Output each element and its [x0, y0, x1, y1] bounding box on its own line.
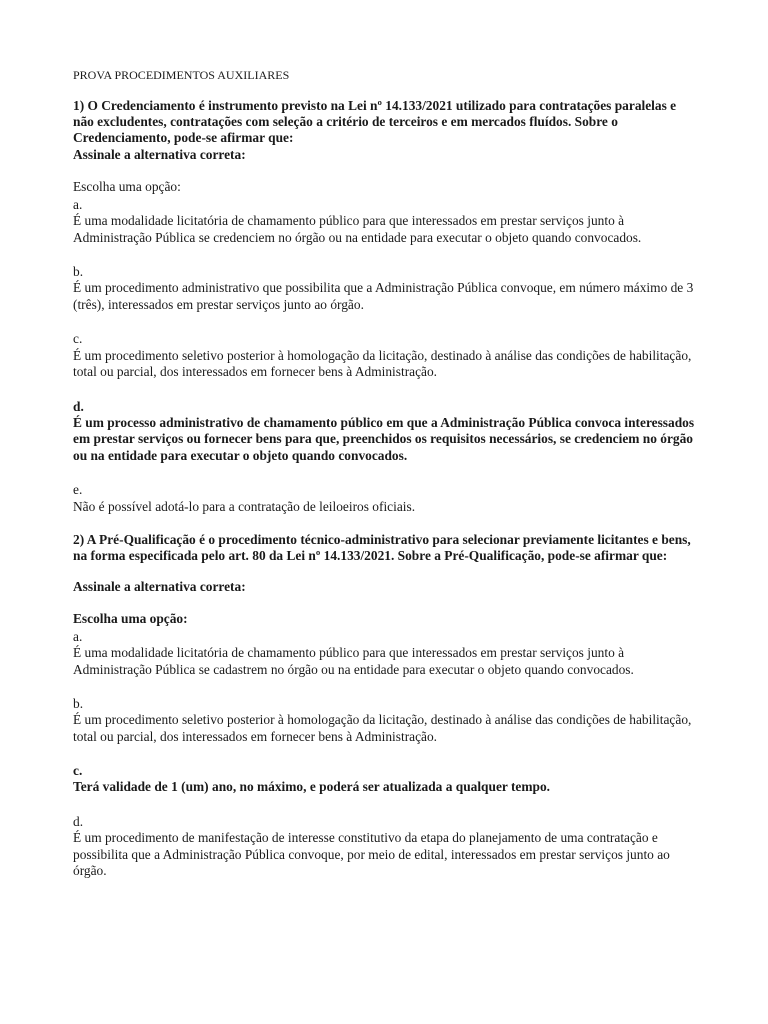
question-2-option-a[interactable]: [73, 629, 698, 678]
option-text: É um processo administrativo de chamamento público em que a Administração Pública convoca interessados em prestar serviços ou fornecer bens para que, preenchidos os requisitos necessários, se credenciem no órgão ou na entidade para executar o objeto quando convocados.: [73, 414, 695, 463]
option-letter: d.: [73, 398, 84, 414]
option-letter: a.: [73, 628, 83, 644]
question-1-option-c[interactable]: [73, 331, 698, 380]
question-1-instruction: Assinale a alternativa correta:: [73, 146, 246, 162]
question-2-option-b[interactable]: [73, 696, 698, 745]
question-2-instruction: Assinale a alternativa correta:: [73, 579, 246, 595]
question-1-option-a[interactable]: [73, 197, 698, 246]
question-1-option-d[interactable]: [73, 399, 698, 465]
option-text: É um procedimento administrativo que possibilita que a Administração Pública convoque, em número máximo de 3 (três), interessados em prestar serviços junto ao órgão.: [73, 280, 694, 312]
question-2-stem: 2) A Pré-Qualificação é o procedimento técnico-administrativo para selecionar previamente licitantes e bens, na forma especificada pelo art. 80 da Lei nº 14.133/2021. Sobre a Pré-Qualificação, pode-se afirmar que:: [73, 532, 691, 564]
document-page: [73, 68, 698, 880]
question-1-option-b[interactable]: [73, 264, 698, 313]
question-2-option-d[interactable]: [73, 814, 698, 880]
document-title: PROVA PROCEDIMENTOS AUXILIARES: [73, 68, 290, 82]
question-1-option-e[interactable]: [73, 482, 698, 515]
option-text: É uma modalidade licitatória de chamamento público para que interessados em prestar serviços junto à Administração Pública se cadastrem no órgão ou na entidade para executar o objeto quando convocados.: [73, 645, 634, 677]
question-2-option-c[interactable]: [73, 763, 698, 796]
option-letter: c.: [73, 331, 83, 347]
option-letter: e.: [73, 482, 83, 498]
question-2-choose-label: Escolha uma opção:: [73, 610, 188, 626]
option-letter: a.: [73, 197, 83, 213]
option-letter: c.: [73, 763, 83, 779]
option-letter: d.: [73, 813, 84, 829]
option-letter: b.: [73, 696, 84, 712]
option-text: É um procedimento seletivo posterior à homologação da licitação, destinado à análise das condições de habilitação, total ou parcial, dos interessados em fornecer bens à Administração.: [73, 347, 692, 380]
question-1-choose-label: Escolha uma opção:: [73, 178, 181, 194]
question-1-stem: 1) O Credenciamento é instrumento previsto na Lei nº 14.133/2021 utilizado para contratações paralelas e não excludentes, contratações com seleção a critério de terceiros e em mercados fluídos. Sobre o Credenciamento, pode-se afirmar que:: [73, 98, 677, 146]
option-text: Não é possível adotá-lo para a contratação de leiloeiros oficiais.: [73, 498, 416, 514]
option-text: É uma modalidade licitatória de chamamento público para que interessados em prestar serviços junto à Administração Pública se credenciem no órgão ou na entidade para executar o objeto quando convocados.: [73, 213, 642, 245]
option-letter: b.: [73, 264, 84, 280]
option-text: É um procedimento de manifestação de interesse constitutivo da etapa do planejamento de uma contratação e possibilita que a Administração Pública convoque, por meio de edital, interessados em prestar serviços junto ao órgão.: [73, 830, 670, 879]
question-1: [73, 98, 698, 515]
question-2: [73, 532, 698, 880]
option-text: É um procedimento seletivo posterior à homologação da licitação, destinado à análise das condições de habilitação, total ou parcial, dos interessados em fornecer bens à Administração.: [73, 712, 692, 744]
option-text: Terá validade de 1 (um) ano, no máximo, e poderá ser atualizada a qualquer tempo.: [73, 779, 550, 795]
